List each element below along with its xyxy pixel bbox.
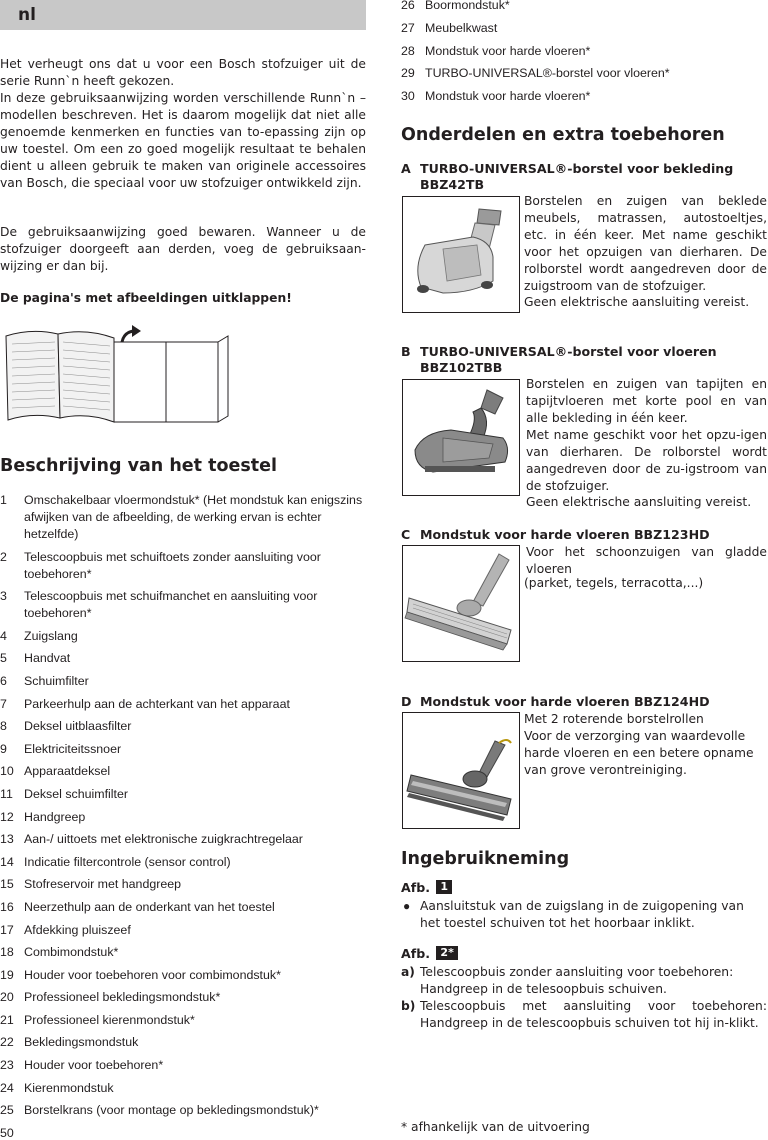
list-item: [0, 1080, 366, 1097]
list-item: [0, 549, 366, 583]
list-item: [0, 944, 366, 961]
list-item-number: 8: [0, 719, 7, 734]
list-item: [401, 20, 767, 43]
language-bar: [0, 0, 366, 30]
list-item-number: 13: [0, 832, 14, 847]
list-item-number: 17: [0, 922, 14, 937]
accessory-d-title: D Mondstuk voor harde vloeren BBZ124HD: [401, 694, 710, 709]
list-item: [0, 989, 366, 1006]
accessory-a-note: Geen elektrische aansluiting vereist.: [524, 295, 750, 309]
accessory-a-title: A TURBO-UNIVERSAL®-borstel voor bekleding BBZ42TB: [401, 161, 734, 192]
list-item-number: 24: [0, 1080, 14, 1095]
accessory-c-title: C Mondstuk voor harde vloeren BBZ123HD: [401, 527, 710, 542]
footnote: * afhankelijk van de uitvoering: [401, 1120, 590, 1134]
list-item-text: Stofreservoir met handgreep: [24, 877, 182, 892]
list-item: [0, 628, 366, 645]
figure-1-badge: 1: [436, 880, 452, 894]
list-item: [0, 786, 366, 803]
list-item: [0, 1102, 366, 1119]
upholstery-turbo-brush-icon: [403, 197, 519, 312]
list-item: [0, 763, 366, 780]
list-item-number: 26: [401, 0, 415, 12]
accessory-b-description-1: Borstelen en zuigen van tapijten en tapijtvloeren met korte pool en van alle bekleding in één keer.: [526, 377, 767, 425]
list-item-text: Kierenmondstuk: [24, 1080, 114, 1095]
step-a: [401, 964, 767, 998]
list-item-text: Afdekking pluiszeef: [24, 922, 131, 937]
accessory-b-description-2: Met name geschikt voor het opzu-igen van dierharen. De rolborstel wordt aangedreven door de zu-igstroom van de stofzuiger.: [526, 428, 767, 493]
list-item: [401, 88, 767, 111]
list-item-number: 23: [0, 1058, 14, 1073]
accessory-a-image: [402, 196, 520, 313]
list-item-text: Deksel uitblaasfilter: [24, 719, 132, 734]
figure-2-label: Afb. 2*: [401, 946, 458, 961]
list-item-text: Handvat: [24, 651, 71, 666]
list-item-number: 16: [0, 899, 14, 914]
list-item: [0, 492, 366, 543]
list-item-number: 10: [0, 764, 14, 779]
list-item: [401, 65, 767, 88]
list-item-number: 5: [0, 651, 7, 666]
use-heading: Ingebruikneming: [401, 849, 570, 869]
list-item-text: Professioneel bekledingsmondstuk*: [24, 990, 221, 1005]
page-number: 50: [0, 1126, 14, 1140]
list-item-text: Deksel schuimfilter: [24, 786, 128, 801]
list-item-number: 6: [0, 673, 7, 688]
unfold-instruction: De pagina's met afbeeldingen uitklappen!: [0, 291, 292, 305]
list-item: [0, 967, 366, 984]
use-bullet-text: Aansluitstuk van de zuigslang in de zuigopening van het toestel schuiven tot het hoorbaar inklikt.: [420, 899, 744, 930]
intro-paragraph-2: In deze gebruiksaanwijzing worden verschillende Runn`n – modellen beschreven. Het is daarom mogelijk dat niet alle genoemde kenmerken en functies van to-epassing zijn op uw toestel. Om een zo goed mogelijk resultaat te behalen dient u alleen gebruik te maken van originele accessoires van Bosch, die speciaal voor uw stofzuiger ontwikkeld zijn.: [0, 91, 366, 190]
list-item-text: Boormondstuk*: [425, 0, 510, 12]
list-item: [0, 1012, 366, 1029]
accessory-c-description-2: (parket, tegels, terracotta,...): [524, 576, 704, 590]
list-item: [401, 0, 767, 20]
list-item-number: 4: [0, 628, 7, 643]
list-item-text: Houder voor toebehoren*: [24, 1058, 164, 1073]
accessory-b-title: B TURBO-UNIVERSAL®-borstel voor vloeren BBZ102TBB: [401, 344, 717, 375]
list-item: [0, 1057, 366, 1074]
list-item-text: Schuimfilter: [24, 673, 89, 688]
figure-1-label: Afb. 1: [401, 880, 452, 895]
list-item-text: Combimondstuk*: [24, 945, 119, 960]
list-item: [0, 1034, 366, 1051]
list-item-number: 3: [0, 589, 7, 604]
list-item-number: 7: [0, 696, 7, 711]
list-item: [0, 741, 366, 758]
list-item-text: Omschakelbaar vloermondstuk* (Het mondstuk kan enigszins afwijken van de afbeelding, de werking ervan is echter hetzelfde): [24, 493, 363, 541]
parts-list-continued: [401, 0, 767, 111]
list-item-text: Telescoopbuis met schuifmanchet en aansluiting voor toebehoren*: [24, 589, 318, 621]
list-item-number: 14: [0, 854, 14, 869]
list-item-number: 19: [0, 967, 14, 982]
use-bullet: [401, 898, 767, 932]
list-item-number: 11: [0, 786, 13, 801]
list-item-text: Houder voor toebehoren voor combimondstuk*: [24, 967, 281, 982]
list-item-number: 12: [0, 809, 14, 824]
hard-floor-nozzle-icon: [403, 546, 519, 661]
list-item-number: 28: [401, 43, 415, 58]
list-item-text: TURBO-UNIVERSAL®-borstel voor vloeren*: [425, 66, 670, 81]
list-item-number: 9: [0, 741, 7, 756]
list-item-number: 27: [401, 20, 415, 35]
list-item-text: Telescoopbuis met schuiftoets zonder aansluiting voor toebehoren*: [24, 549, 321, 581]
list-item-text: Aan-/ uittoets met elektronische zuigkrachtregelaar: [24, 832, 303, 847]
list-item-text: Handgreep: [24, 809, 86, 824]
list-item-text: Mondstuk voor harde vloeren*: [425, 89, 591, 104]
list-item-text: Mondstuk voor harde vloeren*: [425, 43, 591, 58]
hard-floor-nozzle-rollers-icon: [403, 713, 519, 828]
list-item-text: Borstelkrans (voor montage op bekledingsmondstuk)*: [24, 1103, 319, 1118]
floor-turbo-brush-icon: [403, 380, 519, 495]
bullet-dot-icon: ●: [403, 899, 411, 913]
list-item: [0, 876, 366, 893]
list-item-number: 18: [0, 945, 14, 960]
list-item: [0, 831, 366, 848]
list-item-text: Bekledingsmondstuk: [24, 1035, 139, 1050]
list-item: [0, 922, 366, 939]
list-item-number: 15: [0, 877, 14, 892]
accessory-b-note: Geen elektrische aansluiting vereist.: [526, 495, 752, 509]
list-item-text: Professioneel kierenmondstuk*: [24, 1012, 195, 1027]
list-item-text: Parkeerhulp aan de achterkant van het apparaat: [24, 696, 290, 711]
intro-paragraph-1: Het verheugt ons dat u voor een Bosch stofzuiger uit de serie Runn`n heeft gekozen.: [0, 57, 366, 88]
step-b: [401, 998, 767, 1032]
step-b-text: Telescoopbuis met aansluiting voor toebehoren: Handgreep in de telescoopbuis schuiven tot hij in-klikt.: [420, 999, 767, 1030]
list-item-number: 30: [401, 89, 415, 104]
step-a-text: Telescoopbuis zonder aansluiting voor toebehoren: Handgreep in de telesoopbuis schuiven.: [420, 965, 734, 996]
list-item-number: 25: [0, 1103, 14, 1118]
list-item: [0, 650, 366, 667]
list-item: [0, 673, 366, 690]
list-item-text: Apparaatdeksel: [24, 764, 111, 779]
list-item: [401, 43, 767, 66]
list-item: [0, 718, 366, 735]
description-heading: Beschrijving van het toestel: [0, 456, 278, 476]
accessory-c-description: Voor het schoonzuigen van gladde vloeren: [526, 545, 767, 576]
list-item-number: 21: [0, 1012, 14, 1027]
list-item-number: 2: [0, 549, 7, 564]
accessory-d-image: [402, 712, 520, 829]
accessory-a-description: Borstelen en zuigen van beklede meubels, matrassen, autostoeltjes, etc. in één keer. Met name geschikt voor het opzuigen van dierharen. De rolborstel wordt aangedreven door de zuigstroom van de stofzuiger.: [524, 194, 767, 293]
list-item-number: 1: [0, 493, 7, 507]
list-item-text: Indicatie filtercontrole (sensor control): [24, 854, 231, 869]
list-item-text: Neerzethulp aan de onderkant van het toestel: [24, 899, 275, 914]
language-code: nl: [18, 5, 36, 25]
accessory-b-image: [402, 379, 520, 496]
accessory-d-description: Voor de verzorging van waardevolle harde vloeren en een betere opname van grove verontreiniging.: [524, 729, 754, 777]
list-item-text: Elektriciteitssnoer: [24, 741, 122, 756]
list-item: [0, 854, 366, 871]
list-item-number: 29: [401, 66, 415, 81]
list-item: [0, 588, 366, 622]
intro-paragraph-3: De gebruiksaanwijzing goed bewaren. Wanneer u de stofzuiger doorgeeft aan derden, voeg de gebruiksaan-wijzing er dan bij.: [0, 225, 366, 273]
step-b-label: b): [401, 999, 416, 1013]
accessory-c-image: [402, 545, 520, 662]
list-item-number: 20: [0, 990, 14, 1005]
list-item: [0, 809, 366, 826]
step-a-label: a): [401, 965, 415, 979]
list-item-text: Zuigslang: [24, 628, 78, 643]
foldout-pages-illustration: [0, 322, 240, 428]
list-item-number: 22: [0, 1035, 14, 1050]
list-item: [0, 899, 366, 916]
figure-2-badge: 2*: [436, 946, 457, 960]
accessory-d-subtitle: Met 2 roterende borstelrollen: [524, 712, 704, 726]
parts-list: [0, 492, 366, 1125]
list-item-text: Meubelkwast: [425, 20, 498, 35]
list-item: [0, 696, 366, 713]
accessories-heading: Onderdelen en extra toebehoren: [401, 125, 725, 145]
